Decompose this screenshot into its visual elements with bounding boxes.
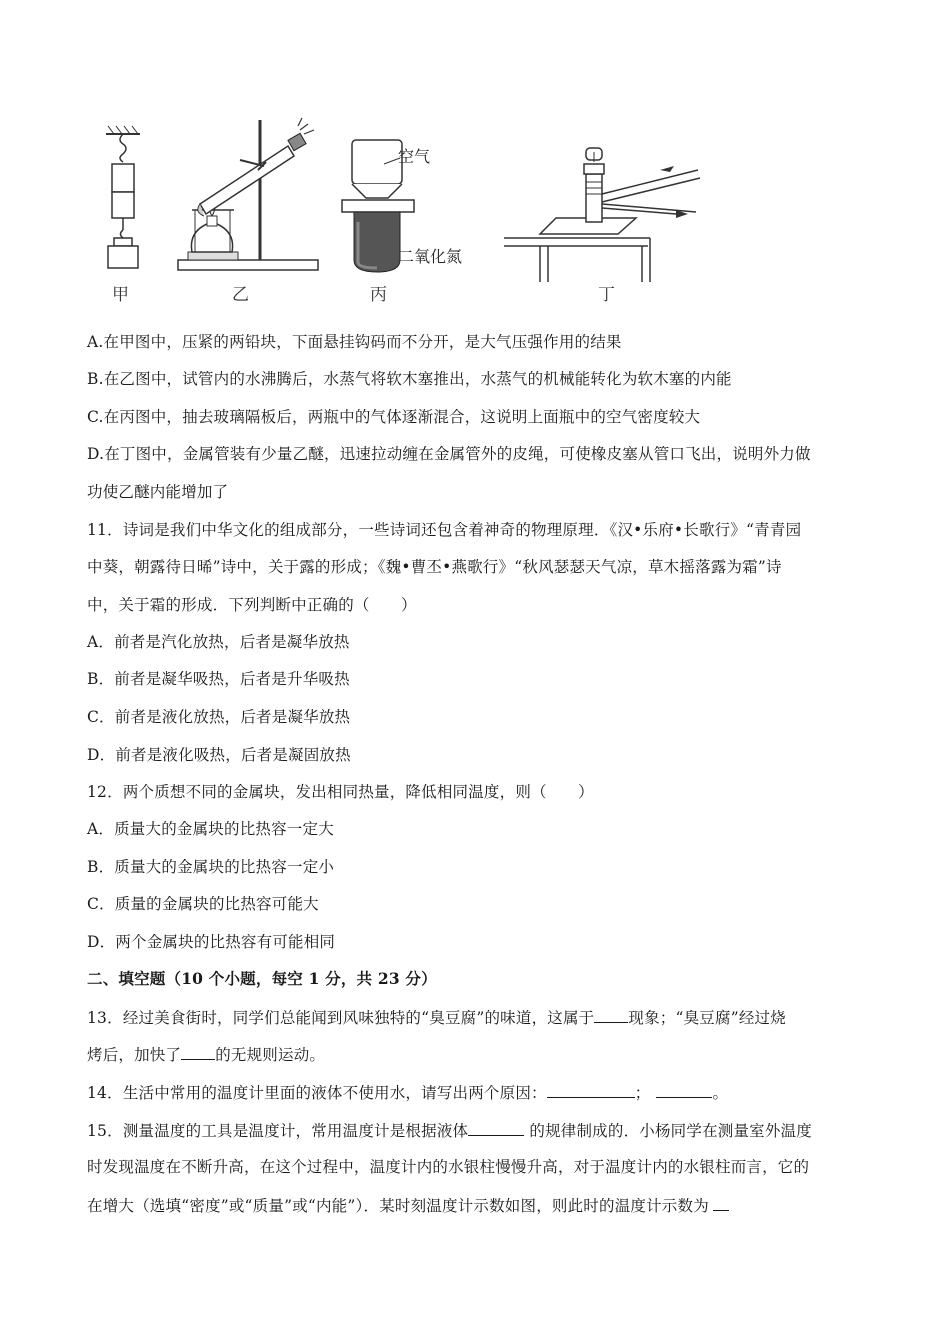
figure-jia-lead-blocks: [98, 112, 158, 292]
q15-line3: [87, 1195, 867, 1216]
q15-blank-2[interactable]: [713, 1195, 729, 1211]
q14-line: [87, 1082, 867, 1103]
q14-blank-1[interactable]: [547, 1082, 635, 1098]
q15-line2: 时发现温度在不断升高，在这个过程中，温度计内的水银柱慢慢升高，对于温度计内的水银柱而言，它的: [87, 1158, 810, 1176]
q13-text-a: 13．经过美食街时，同学们总能闻到风味独特的“臭豆腐”的味道，这属于: [87, 1009, 595, 1027]
q12-option-a: A．质量大的金属块的比热容一定大: [87, 820, 334, 838]
q10-option-b: B.在乙图中，试管内的水沸腾后，水蒸气将软木塞推出，水蒸气的机械能转化为软木塞的内能: [87, 370, 732, 388]
q13-blank-1[interactable]: [594, 1007, 628, 1023]
q13-text-b: 现象；“臭豆腐”经过烧: [628, 1009, 786, 1027]
figure-label-jia: 甲: [112, 285, 129, 305]
q11-option-c: C．前者是液化放热，后者是凝华放热: [87, 708, 351, 726]
no2-label: 二氧化氮: [398, 247, 463, 266]
q11-stem-line3: 中，关于霜的形成．下列判断中正确的（ ）: [87, 596, 417, 614]
q12-option-b: B．质量大的金属块的比热容一定小: [87, 858, 335, 876]
q15-text-b: 的规律制成的．小杨同学在测量室外温度: [529, 1122, 812, 1140]
figure-bing-bottles: [340, 112, 490, 292]
q11-stem-line2: 中葵，朝露待日晞”诗中，关于露的形成；《魏•曹丕•燕歌行》“秋风瑟瑟天气凉，草木摇落露为霜”诗: [87, 558, 782, 576]
q10-option-d-line1: D.在丁图中，金属管装有少量乙醚，迅速拉动缠在金属管外的皮绳，可使橡皮塞从管口飞出，说明外力做: [87, 445, 811, 463]
q13-line2: [87, 1044, 867, 1065]
q13-text-d: 的无规则运动。: [215, 1046, 326, 1064]
q11-option-b: B．前者是凝华吸热，后者是升华吸热: [87, 670, 350, 688]
q15-blank-1[interactable]: [468, 1120, 524, 1136]
q14-text-a: 14．生活中常用的温度计里面的液体不使用水，请写出两个原因：: [87, 1084, 547, 1102]
section-heading: 二、填空题（10 个小题，每空 1 分，共 23 分）: [87, 969, 437, 988]
q15-line1: [87, 1120, 867, 1141]
figure-ding-metal-tube: [500, 112, 710, 292]
q13-text-c: 烤后，加快了: [87, 1046, 182, 1064]
q10-option-a: A.在甲图中，压紧的两铅块，下面悬挂钩码而不分开，是大气压强作用的结果: [87, 333, 622, 351]
q10-option-d-line2: 功使乙醚内能增加了: [87, 483, 229, 501]
figure-label-yi: 乙: [232, 285, 249, 305]
q15-text-c: 在增大（选填“密度”或“质量”或“内能”）．某时刻温度计示数如图，则此时的温度计示数为: [87, 1197, 709, 1215]
q11-stem-line1: 11．诗词是我们中华文化的组成部分，一些诗词还包含着神奇的物理原理．《汉•乐府•长歌行》“青青园: [87, 521, 802, 539]
q15-text-a: 15．测量温度的工具是温度计，常用温度计是根据液体: [87, 1122, 469, 1140]
figure-label-bing: 丙: [370, 285, 387, 305]
q12-option-c: C．质量的金属块的比热容可能大: [87, 895, 319, 913]
q12-stem: 12．两个质想不同的金属块，发出相同热量，降低相同温度，则（ ）: [87, 783, 594, 801]
q14-blank-2[interactable]: [656, 1082, 712, 1098]
q10-option-c: C.在丙图中，抽去玻璃隔板后，两瓶中的气体逐渐混合，这说明上面瓶中的空气密度较大: [87, 408, 701, 426]
figure-label-ding: 丁: [598, 285, 615, 305]
q14-text-c: 。: [712, 1084, 729, 1102]
air-label: 空气: [398, 147, 431, 166]
q11-option-a: A．前者是汽化放热，后者是凝华放热: [87, 633, 350, 651]
q12-option-d: D．两个金属块的比热容有可能相同: [87, 933, 336, 951]
figures-row: [90, 112, 730, 312]
q11-option-d: D．前者是液化吸热，后者是凝固放热: [87, 746, 351, 764]
q13-blank-2[interactable]: [181, 1044, 215, 1060]
q14-text-b: ；: [634, 1084, 651, 1102]
figure-yi-test-tube: [170, 112, 330, 292]
q13-line1: [87, 1007, 867, 1028]
